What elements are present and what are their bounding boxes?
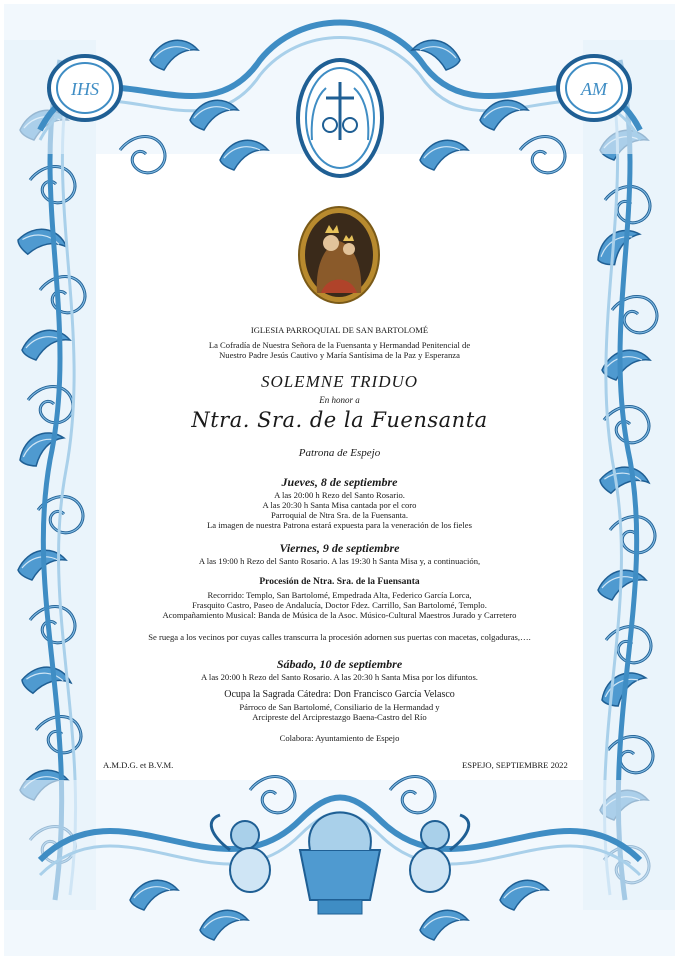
parish-name: IGLESIA PARROQUIAL DE SAN BARTOLOMÉ [250, 325, 429, 335]
day1-line-1: A las 20:00 h Rezo del Santo Rosario. [274, 490, 405, 500]
day3-line-1: A las 20:00 h Rezo del Santo Rosario. A las 20:30 h Santa Misa por los difuntos. [201, 672, 478, 682]
footer-place-date: ESPEJO, SEPTIEMBRE 2022 [462, 760, 568, 770]
page-title: SOLEMNE TRIDUO [260, 372, 419, 391]
day1-line-2: A las 20:30 h Santa Misa cantada por el coro [262, 500, 417, 510]
virgin-name: Ntra. Sra. de la Fuensanta [191, 408, 488, 432]
day1-heading: Jueves, 8 de septiembre [281, 475, 398, 489]
day2-heading: Viernes, 9 de septiembre [279, 541, 400, 555]
day3-heading: Sábado, 10 de septiembre [276, 657, 403, 671]
preacher-heading: Ocupa la Sagrada Cátedra: Don Francisco García Velasco [224, 689, 455, 700]
procession-line-1: Recorrido: Templo, San Bartolomé, Empedrada Alta, Federico García Lorca, [207, 590, 472, 600]
cross-emblem-icon [298, 60, 382, 176]
patrona-text: Patrona de Espejo [298, 447, 381, 459]
day1-line-3: Parroquial de Ntra Sra. de la Fuensanta. [271, 510, 408, 520]
virgin-portrait [297, 205, 381, 305]
procession-line-3: Acompañamiento Musical: Banda de Música de la Asoc. Músico-Cultural Maestros Jurado y Carretero [162, 610, 517, 620]
preacher-line-1: Párroco de San Bartolomé, Consiliario de la Hermandad y [239, 702, 440, 712]
preacher-line-2: Arcipreste del Arciprestazgo Baena-Castro del Río [252, 712, 427, 722]
colabora-text: Colabora: Ayuntamiento de Espejo [279, 733, 400, 743]
day2-line-1: A las 19:00 h Rezo del Santo Rosario. A las 19:30 h Santa Misa y, a continuación, [198, 556, 481, 566]
cofradia-line-2: Nuestro Padre Jesús Cautivo y María Santísima de la Paz y Esperanza [219, 350, 460, 360]
ihs-monogram-text: IHS [71, 79, 99, 99]
day1-line-4: La imagen de nuestra Patrona estará expuesta para la veneración de los fieles [207, 520, 472, 530]
honor-text: En honor a [319, 395, 360, 405]
procession-notice: Se ruega a los vecinos por cuyas calles transcurra la procesión adornen sus puertas con macetas, colgaduras,…. [148, 632, 531, 642]
am-monogram-text: AM [581, 79, 607, 99]
procession-line-2: Frasquito Castro, Paseo de Andalucía, Doctor Fdez. Carrillo, San Bartolomé, Templo. [192, 600, 487, 610]
urn-emblem [300, 813, 380, 915]
cofradia-line-1: La Cofradía de Nuestra Señora de la Fuensanta y Hermandad Penitencial de [208, 340, 471, 350]
procession-heading: Procesión de Ntra. Sra. de la Fuensanta [259, 577, 420, 587]
footer-dedication: A.M.D.G. et B.V.M. [103, 760, 174, 770]
